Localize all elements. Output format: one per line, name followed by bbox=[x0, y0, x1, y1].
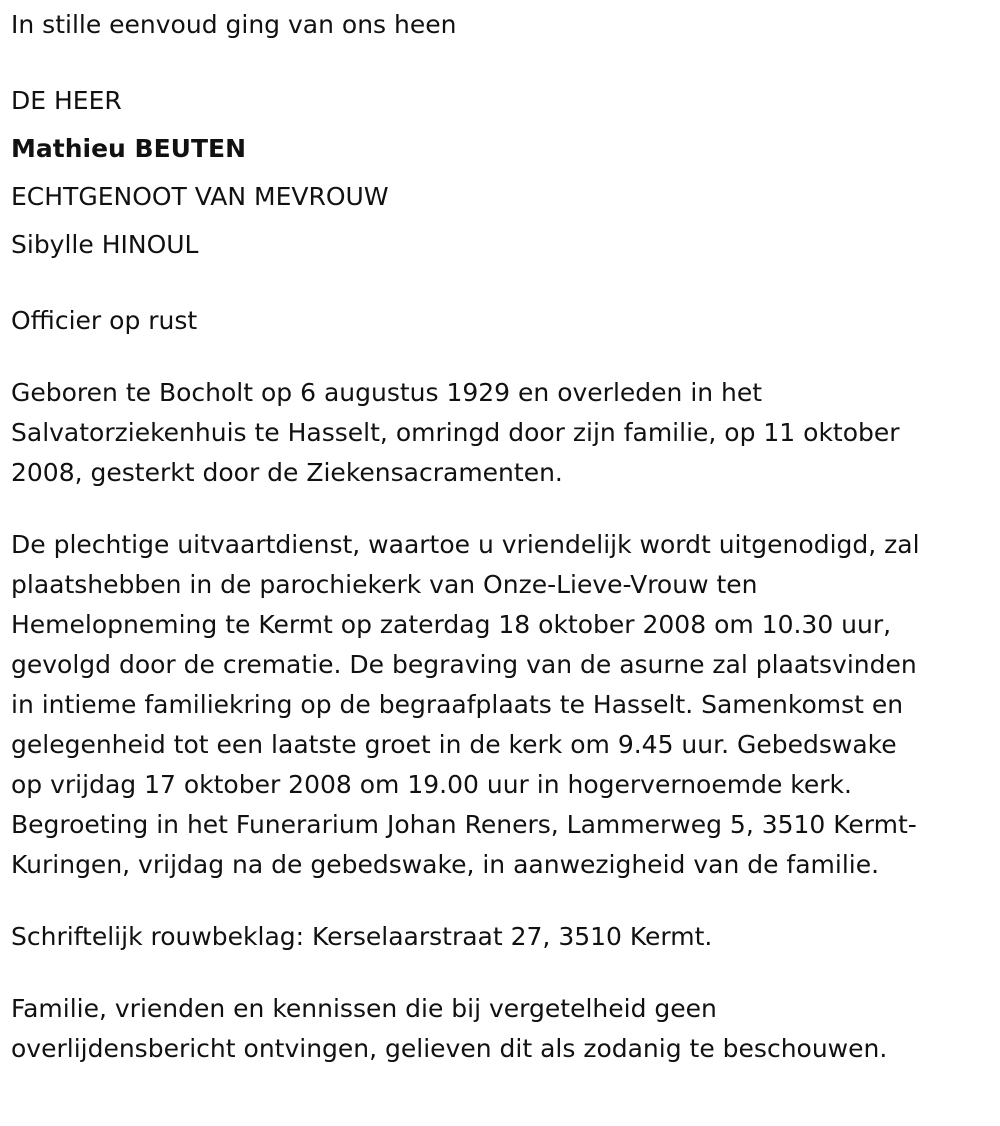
paragraph-line: plaatshebben in de parochiekerk van Onze-Lieve-Vrouw ten bbox=[11, 570, 758, 599]
funeral-paragraph bbox=[11, 525, 1000, 885]
paragraph-line: op vrijdag 17 oktober 2008 om 19.00 uur in hogervernoemde kerk. bbox=[11, 770, 852, 799]
spacer bbox=[11, 45, 1000, 77]
paragraph-line: in intieme familiekring op de begraafplaats te Hasselt. Samenkomst en bbox=[11, 690, 904, 719]
paragraph-line: Salvatorziekenhuis te Hasselt, omringd door zijn familie, op 11 oktober bbox=[11, 418, 900, 447]
spacer bbox=[11, 885, 1000, 917]
paragraph-line: Hemelopneming te Kermt op zaterdag 18 oktober 2008 om 10.30 uur, bbox=[11, 610, 892, 639]
spouse-name: Sibylle HINOUL bbox=[11, 230, 199, 259]
paragraph-line: De plechtige uitvaartdienst, waartoe u vriendelijk wordt uitgenodigd, zal bbox=[11, 530, 920, 559]
intro-line: In stille eenvoud ging van ons heen bbox=[11, 10, 457, 39]
condolences-line: Schriftelijk rouwbeklag: Kerselaarstraat 27, 3510 Kermt. bbox=[11, 922, 713, 951]
honorific-title: DE HEER bbox=[11, 86, 122, 115]
paragraph-line: Begroeting in het Funerarium Johan Reners, Lammerweg 5, 3510 Kermt- bbox=[11, 810, 917, 839]
paragraph-line: Familie, vrienden en kennissen die bij vergetelheid geen bbox=[11, 994, 717, 1023]
birth-death-paragraph bbox=[11, 373, 1000, 493]
paragraph-line: gelegenheid tot een laatste groet in de kerk om 9.45 uur. Gebedswake bbox=[11, 730, 897, 759]
deceased-name: Mathieu BEUTEN bbox=[11, 134, 247, 163]
paragraph-line: Kuringen, vrijdag na de gebedswake, in aanwezigheid van de familie. bbox=[11, 850, 880, 879]
spacer bbox=[11, 269, 1000, 301]
paragraph-line: 2008, gesterkt door de Ziekensacramenten. bbox=[11, 458, 563, 487]
closing-paragraph bbox=[11, 989, 1000, 1069]
paragraph-line: overlijdensbericht ontvingen, gelieven dit als zodanig te beschouwen. bbox=[11, 1034, 888, 1063]
paragraph-line: Geboren te Bocholt op 6 augustus 1929 en overleden in het bbox=[11, 378, 763, 407]
spacer bbox=[11, 493, 1000, 525]
relation-line: ECHTGENOOT VAN MEVROUW bbox=[11, 182, 389, 211]
paragraph-line: gevolgd door de crematie. De begraving van de asurne zal plaatsvinden bbox=[11, 650, 917, 679]
spacer bbox=[11, 341, 1000, 373]
spacer bbox=[11, 957, 1000, 989]
profession-line: Officier op rust bbox=[11, 306, 198, 335]
